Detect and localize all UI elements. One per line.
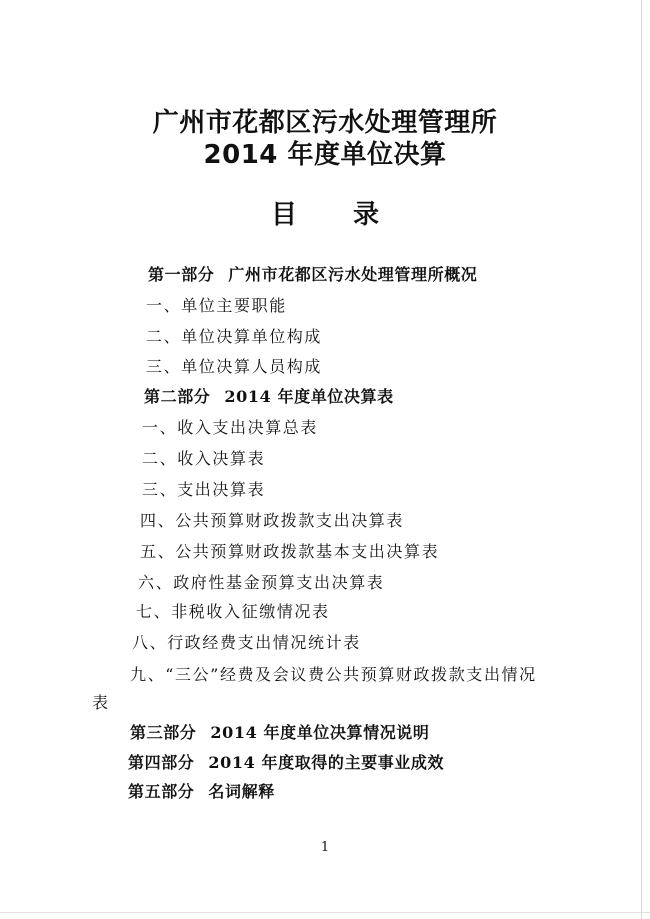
- toc-heading-char1: 目: [270, 200, 297, 230]
- document-title-line2: 2014 年度单位决算: [203, 140, 447, 170]
- toc-part3: [130, 722, 430, 744]
- toc-part5-title: 名词解释: [208, 782, 275, 801]
- toc-part2-item2: 二、收入决算表: [142, 449, 266, 468]
- toc-part2-item1: 一、收入支出决算总表: [142, 418, 319, 437]
- toc-part2-item4: 四、公共预算财政拨款支出决算表: [140, 511, 405, 530]
- toc-part4: [128, 752, 444, 774]
- toc-part1-title: 广州市花都区污水处理管理所概况: [228, 265, 478, 284]
- scan-bottom-shadow: [0, 912, 650, 913]
- toc-part2-item8: 八、行政经费支出情况统计表: [132, 633, 361, 652]
- toc-part2-item9-line2: 表: [92, 693, 110, 712]
- toc-part3-label: 第三部分: [130, 723, 197, 742]
- toc-part1-label: 第一部分: [148, 265, 215, 284]
- toc-part1-item1: 一、单位主要职能: [146, 296, 287, 315]
- toc-part4-title: 2014 年度取得的主要事业成效: [208, 753, 445, 772]
- page-number: 1: [320, 840, 330, 855]
- toc-part1-item3: 三、单位决算人员构成: [146, 357, 323, 376]
- toc-part1: [148, 264, 477, 286]
- toc-part4-label: 第四部分: [128, 753, 195, 772]
- document-title-line1: 广州市花都区污水处理管理所: [152, 108, 498, 138]
- toc-part1-item2: 二、单位决算单位构成: [146, 327, 323, 346]
- toc-part2-label: 第二部分: [144, 387, 211, 406]
- toc-part5-label: 第五部分: [128, 782, 195, 801]
- toc-part2-item9-line1: 九、“三公”经费及会议费公共预算财政拨款支出情况: [130, 665, 537, 684]
- toc-heading-char2: 录: [353, 200, 380, 230]
- toc-part2-item6: 六、政府性基金预算支出决算表: [138, 573, 385, 592]
- toc-heading: [0, 200, 650, 230]
- toc-part2-item7: 七、非税收入征缴情况表: [136, 602, 330, 621]
- toc-part2-item5: 五、公共预算财政拨款基本支出决算表: [140, 542, 440, 561]
- toc-part2-title: 2014 年度单位决算表: [224, 387, 394, 406]
- toc-part3-title: 2014 年度单位决算情况说明: [210, 723, 430, 742]
- toc-part2-item3: 三、支出决算表: [142, 480, 266, 499]
- toc-part2: [144, 386, 394, 408]
- toc-part5: [128, 781, 275, 803]
